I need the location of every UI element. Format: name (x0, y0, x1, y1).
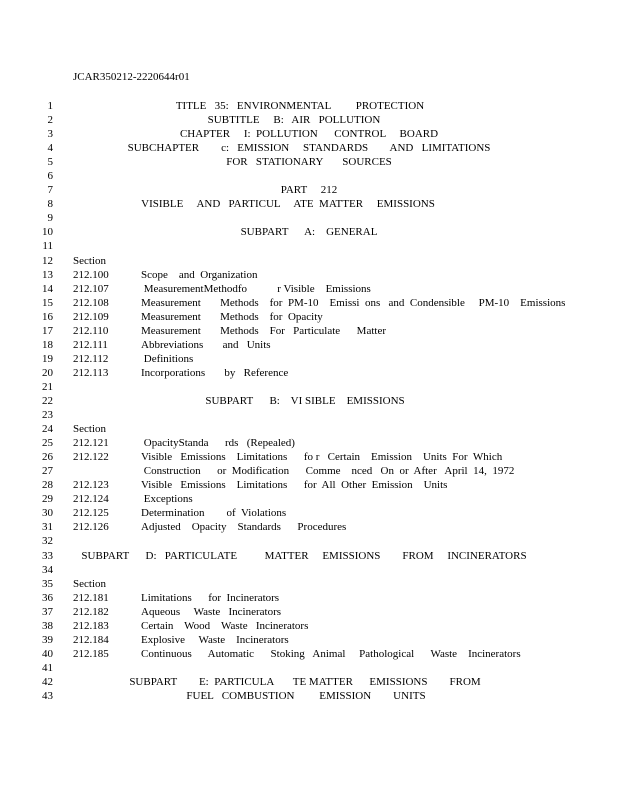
document-line (0, 380, 618, 394)
line-number: 31 (42, 521, 53, 534)
line-number: 35 (42, 577, 53, 590)
document-line (0, 141, 618, 155)
line-number: 30 (42, 507, 53, 520)
line-number: 41 (42, 661, 53, 674)
line-number: 34 (42, 563, 53, 576)
section-number: 212.100 (73, 268, 109, 281)
section-number: 212.126 (73, 521, 109, 534)
document-line (0, 422, 618, 436)
section-title: Explosive Waste Incinerators (141, 633, 289, 646)
section-title-continuation: Construction or Modification Comme nced On or After April 14, 1972 (141, 465, 515, 478)
document-line (0, 478, 618, 492)
line-number: 42 (42, 675, 53, 688)
section-title: Measurement Methods for PM-10 Emissi ons and Condensible PM-10 Emissions (141, 296, 566, 309)
section-title: Continuous Automatic Stoking Animal Pathological Waste Incinerators (141, 647, 521, 660)
line-number: 40 (42, 647, 53, 660)
line-number: 13 (42, 268, 53, 281)
document-line (0, 366, 618, 380)
document-line (0, 633, 618, 647)
heading-text: SUBPART B: VI SIBLE EMISSIONS (205, 394, 405, 407)
line-number: 1 (47, 100, 53, 112)
line-number: 11 (42, 240, 53, 253)
document-line (0, 689, 618, 703)
line-number: 24 (42, 423, 53, 436)
section-number: 212.124 (73, 493, 109, 506)
document-line (0, 324, 618, 338)
document-line (0, 352, 618, 366)
document-line (0, 296, 618, 310)
document-line (0, 619, 618, 633)
line-number: 39 (42, 633, 53, 646)
document-line (0, 113, 618, 127)
document-line (0, 591, 618, 605)
heading-text: SUBCHAPTER c: EMISSION STANDARDS AND LIMITATIONS (127, 142, 491, 155)
line-number: 22 (42, 394, 53, 407)
document-line (0, 577, 618, 591)
section-number: Section (73, 254, 106, 267)
section-title: Exceptions (141, 493, 193, 506)
document-line (0, 197, 618, 211)
heading-text: SUBTITLE B: AIR POLLUTION (207, 114, 381, 127)
line-number: 9 (47, 212, 53, 225)
section-title: Visible Emissions Limitations fo r Certain Emission Units For Which (141, 451, 503, 464)
section-title: Adjusted Opacity Standards Procedures (141, 521, 347, 534)
document-line (0, 282, 618, 296)
line-number: 2 (47, 114, 53, 127)
heading-text: FOR STATIONARY SOURCES (226, 156, 392, 169)
document-line (0, 492, 618, 506)
line-number: 26 (42, 451, 53, 464)
document-line (0, 464, 618, 478)
section-number: Section (73, 423, 106, 436)
line-number: 12 (42, 254, 53, 267)
document-line (0, 647, 618, 661)
line-number: 7 (47, 184, 53, 197)
section-title: Aqueous Waste Incinerators (141, 605, 282, 618)
document-line (0, 408, 618, 422)
line-number: 20 (42, 366, 53, 379)
document-line (0, 254, 618, 268)
line-number: 25 (42, 437, 53, 450)
document-line (0, 268, 618, 282)
section-number: 212.113 (73, 366, 109, 379)
section-number: 212.185 (73, 647, 109, 660)
line-number: 32 (42, 535, 53, 548)
section-number: 212.110 (73, 324, 109, 337)
section-title: OpacityStanda rds (Repealed) (141, 437, 295, 450)
heading-text: TITLE 35: ENVIRONMENTAL PROTECTION (175, 100, 425, 112)
section-title: Abbreviations and Units (141, 338, 271, 351)
document-line (0, 394, 618, 408)
section-title: Certain Wood Waste Incinerators (141, 619, 309, 632)
section-title: Determination of Violations (141, 507, 287, 520)
line-number: 28 (42, 479, 53, 492)
line-number: 3 (47, 128, 53, 141)
line-number: 16 (42, 310, 53, 323)
line-number: 37 (42, 605, 53, 618)
line-number: 29 (42, 493, 53, 506)
document-body (0, 99, 618, 703)
line-number: 15 (42, 296, 53, 309)
line-number: 36 (42, 591, 53, 604)
heading-text: CHAPTER I: POLLUTION CONTROL BOARD (179, 128, 439, 141)
document-line (0, 127, 618, 141)
section-title: Incorporations by Reference (141, 366, 289, 379)
section-title: MeasurementMethodfo r Visible Emissions (141, 282, 371, 295)
section-number: 212.112 (73, 352, 109, 365)
section-number: 212.107 (73, 282, 109, 295)
document-line (0, 338, 618, 352)
section-title: Visible Emissions Limitations for All Other Emission Units (141, 479, 448, 492)
heading-text: PART 212 (280, 184, 338, 197)
section-title: Scope and Organization (141, 268, 258, 281)
document-line (0, 99, 618, 113)
document-line (0, 661, 618, 675)
document-line (0, 506, 618, 520)
line-number: 21 (42, 380, 53, 393)
document-line (0, 310, 618, 324)
heading-text: FUEL COMBUSTION EMISSION UNITS (186, 689, 426, 702)
section-number: 212.183 (73, 619, 109, 632)
section-number: 212.108 (73, 296, 109, 309)
document-line (0, 183, 618, 197)
section-number: 212.184 (73, 633, 109, 646)
line-number: 38 (42, 619, 53, 632)
heading-text: SUBPART D: PARTICULATE MATTER EMISSIONS FROM INCINERATORS (81, 549, 527, 562)
document-line (0, 675, 618, 689)
document-line (0, 211, 618, 225)
document-line (0, 549, 618, 563)
section-number: 212.182 (73, 605, 109, 618)
document-line (0, 605, 618, 619)
line-number: 8 (47, 198, 53, 211)
line-number: 33 (42, 549, 53, 562)
heading-text: VISIBLE AND PARTICUL ATE MATTER EMISSIONS (141, 198, 435, 211)
section-title: Definitions (141, 352, 194, 365)
line-number: 27 (42, 465, 53, 478)
document-line (0, 436, 618, 450)
document-line (0, 239, 618, 253)
line-number: 4 (47, 142, 53, 155)
heading-text: SUBPART E: PARTICULA TE MATTER EMISSIONS FROM (129, 675, 481, 688)
section-number: Section (73, 577, 106, 590)
line-number: 43 (42, 689, 53, 702)
document-line (0, 450, 618, 464)
document-line (0, 563, 618, 577)
line-number: 17 (42, 324, 53, 337)
document-line (0, 520, 618, 534)
section-number: 212.181 (73, 591, 109, 604)
heading-text: SUBPART A: GENERAL (240, 226, 378, 239)
line-number: 14 (42, 282, 53, 295)
section-title: Measurement Methods For Particulate Matter (141, 324, 387, 337)
document-line (0, 225, 618, 239)
section-title: Limitations for Incinerators (141, 591, 280, 604)
document-line (0, 169, 618, 183)
section-number: 212.109 (73, 310, 109, 323)
section-number: 212.121 (73, 437, 109, 450)
document-id: JCAR350212-2220644r01 (73, 71, 190, 83)
line-number: 18 (42, 338, 53, 351)
document-line (0, 534, 618, 548)
line-number: 10 (42, 226, 53, 239)
line-number: 19 (42, 352, 53, 365)
document-line (0, 155, 618, 169)
line-number: 23 (42, 409, 53, 422)
line-number: 6 (47, 170, 53, 183)
line-number: 5 (47, 156, 53, 169)
section-number: 212.123 (73, 479, 109, 492)
section-number: 212.122 (73, 451, 109, 464)
section-number: 212.125 (73, 507, 109, 520)
section-number: 212.111 (73, 338, 108, 351)
section-title: Measurement Methods for Opacity (141, 310, 323, 323)
